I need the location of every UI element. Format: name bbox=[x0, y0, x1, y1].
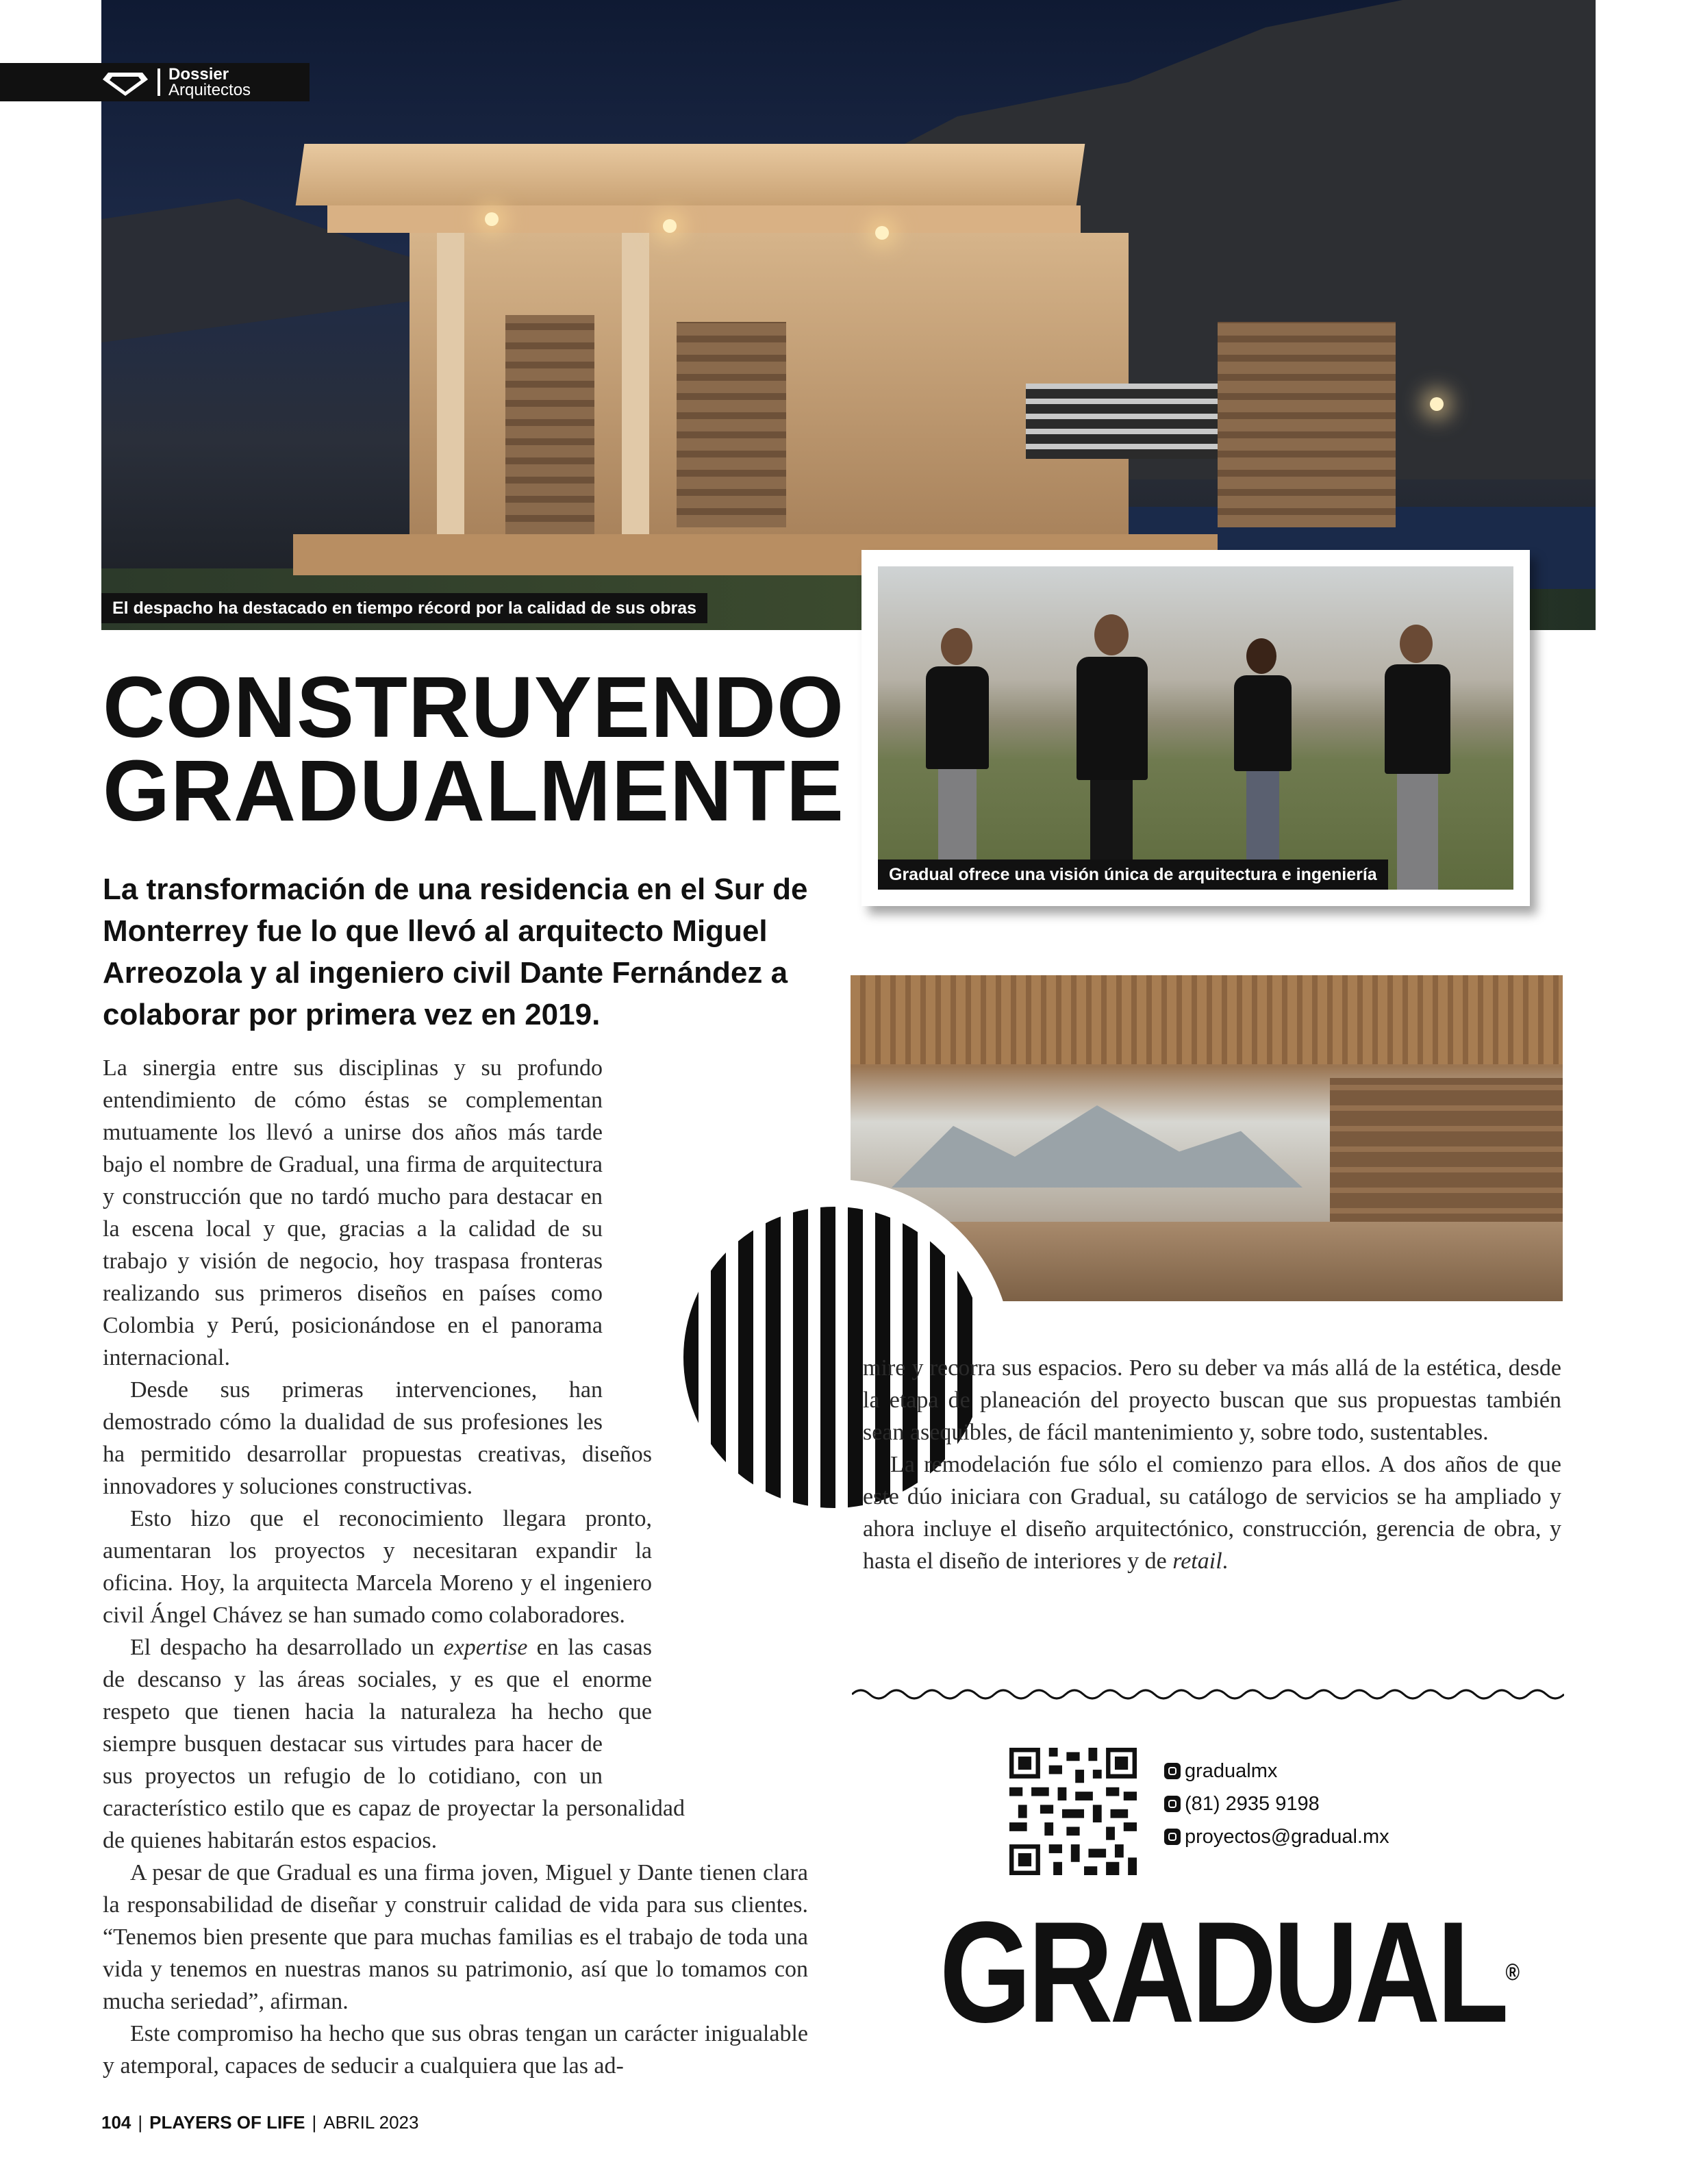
contact-whatsapp[interactable]: (81) 2935 9198 bbox=[1164, 1787, 1389, 1820]
ceiling-light bbox=[485, 212, 499, 226]
stone-wall bbox=[1218, 322, 1396, 527]
left-column-flow bbox=[103, 1052, 808, 2079]
paragraph-3: Esto hizo que el reconocimiento llegara pronto, aumentaran los proyectos y necesitaran expandir la oficina. Hoy, la arquitecta Marcela Moreno y el ingeniero civil Ángel Chávez se han sumado como colaboradores. bbox=[103, 1506, 652, 1628]
stone-column bbox=[677, 322, 786, 527]
headline bbox=[103, 659, 845, 839]
issue-date: ABRIL 2023 bbox=[323, 2112, 419, 2133]
ceiling-light bbox=[663, 219, 677, 233]
contact-list bbox=[1164, 1755, 1389, 1853]
gradual-logo: GRADUAL® bbox=[940, 1892, 1520, 2053]
headline-line-2: GRADUALMENTE bbox=[103, 742, 844, 839]
paragraph: La remodelación fue sólo el comienzo para ellos. A dos años de que este dúo iniciara con Gradual, su catálogo de servicios se ha ampliado y ahora incluye el diseño arquitectónico, construcción, gerencia de obra, y hasta el diseño de interiores y de retail. bbox=[863, 1452, 1561, 1574]
ceiling-light bbox=[875, 226, 889, 240]
paragraph-2: Desde sus primeras intervenciones, han demostrado cómo la dualidad de sus profesiones les ha permitido desarrollar propuestas creativas, diseños innovadores y soluciones constructivas. bbox=[103, 1377, 652, 1499]
wood-ceiling bbox=[851, 975, 1563, 1064]
column bbox=[437, 233, 464, 534]
qr-code[interactable] bbox=[1009, 1748, 1137, 1875]
whatsapp-icon bbox=[1164, 1796, 1181, 1812]
paragraph-4: El despacho ha desarrollado un expertise en las casas de descanso y las áreas sociales, y es que el enorme respeto que tienen hacia la naturaleza ha hecho que siempre busquen destacar sus virtudes para hacer de sus proyectos un refugio de lo cotidiano, con un característico estilo que es capaz de proyectar la personalidad de quienes habitarán estos espacios. bbox=[103, 1635, 685, 1853]
wave-divider bbox=[852, 1686, 1564, 1703]
contact-instagram[interactable]: gradualmx bbox=[1164, 1755, 1389, 1787]
paragraph-5: A pesar de que Gradual es una firma joven, Miguel y Dante tienen clara la responsabilidad de diseñar y construir calidad de vida para sus clientes. “Tenemos bien presente que para muchas familias es el trabajo de toda una vida y tenemos en nuestras manos su patrimonio, así que lo tomamos con mucha seriedad”, afirman. bbox=[103, 1860, 808, 2014]
window-slats bbox=[1026, 384, 1218, 459]
right-column bbox=[863, 1352, 1561, 1577]
page-footer: 104 | PLAYERS OF LIFE | ABRIL 2023 bbox=[101, 2112, 419, 2133]
stone-column bbox=[505, 315, 594, 534]
section-title: Dossier bbox=[168, 65, 229, 84]
lede: La transformación de una residencia en el Sur de Monterrey fue lo que llevó al arquitecto Miguel Arreozola y al ingeniero civil Dante Fernández a colaborar por primera vez en 2019. bbox=[103, 873, 808, 1031]
diamond-icon bbox=[103, 68, 148, 96]
team-caption: Gradual ofrece una visión única de arquitectura e ingeniería bbox=[878, 859, 1388, 890]
team-photo-frame bbox=[861, 550, 1530, 906]
roof bbox=[296, 144, 1085, 205]
wall-light bbox=[1430, 397, 1444, 411]
instagram-icon bbox=[1164, 1763, 1181, 1779]
headline-line-1: CONSTRUYENDO bbox=[103, 659, 845, 755]
hero-photo bbox=[101, 0, 1596, 630]
paragraph-r1: mire y recorra sus espacios. Pero su deber va más allá de la estética, desde la etapa de planeación del proyecto buscan que sus propuestas también sean asequibles, de fácil mantenimiento y, sobre todo, sustentables. bbox=[863, 1355, 1561, 1445]
column bbox=[622, 233, 649, 534]
email-icon bbox=[1164, 1829, 1181, 1845]
mountain-view bbox=[892, 1085, 1302, 1188]
section-tag bbox=[0, 63, 310, 101]
page-number: 104 bbox=[101, 2112, 131, 2133]
paragraph-6: Este compromiso ha hecho que sus obras tengan un carácter inigualable y atemporal, capaces de seducir a cualquiera que las ad- bbox=[103, 2021, 808, 2079]
section-subtitle: Arquitectos bbox=[168, 81, 251, 99]
team-photo bbox=[878, 566, 1513, 890]
roof-slab bbox=[327, 205, 1081, 233]
tag-separator bbox=[158, 68, 160, 96]
paragraph-1: La sinergia entre sus disciplinas y su profundo entendimiento de cómo éstas se complementan mutuamente los llevó a unirse dos años más tarde bajo el nombre de Gradual, una firma de arquitectura y construcción que no tardó mucho para destacar en la escena local y que, gracias a la calidad de su trabajo y visión de negocio, hoy traspasa fronteras realizando sus primeros diseños en países como Colombia y Perú, posicionándose en el panorama internacional. bbox=[103, 1055, 603, 1370]
hero-caption: El despacho ha destacado en tiempo récord por la calidad de sus obras bbox=[101, 593, 707, 623]
paragraph bbox=[863, 1352, 1561, 1448]
contact-email[interactable]: proyectos@gradual.mx bbox=[1164, 1820, 1389, 1853]
magazine-name: PLAYERS OF LIFE bbox=[149, 2112, 305, 2133]
